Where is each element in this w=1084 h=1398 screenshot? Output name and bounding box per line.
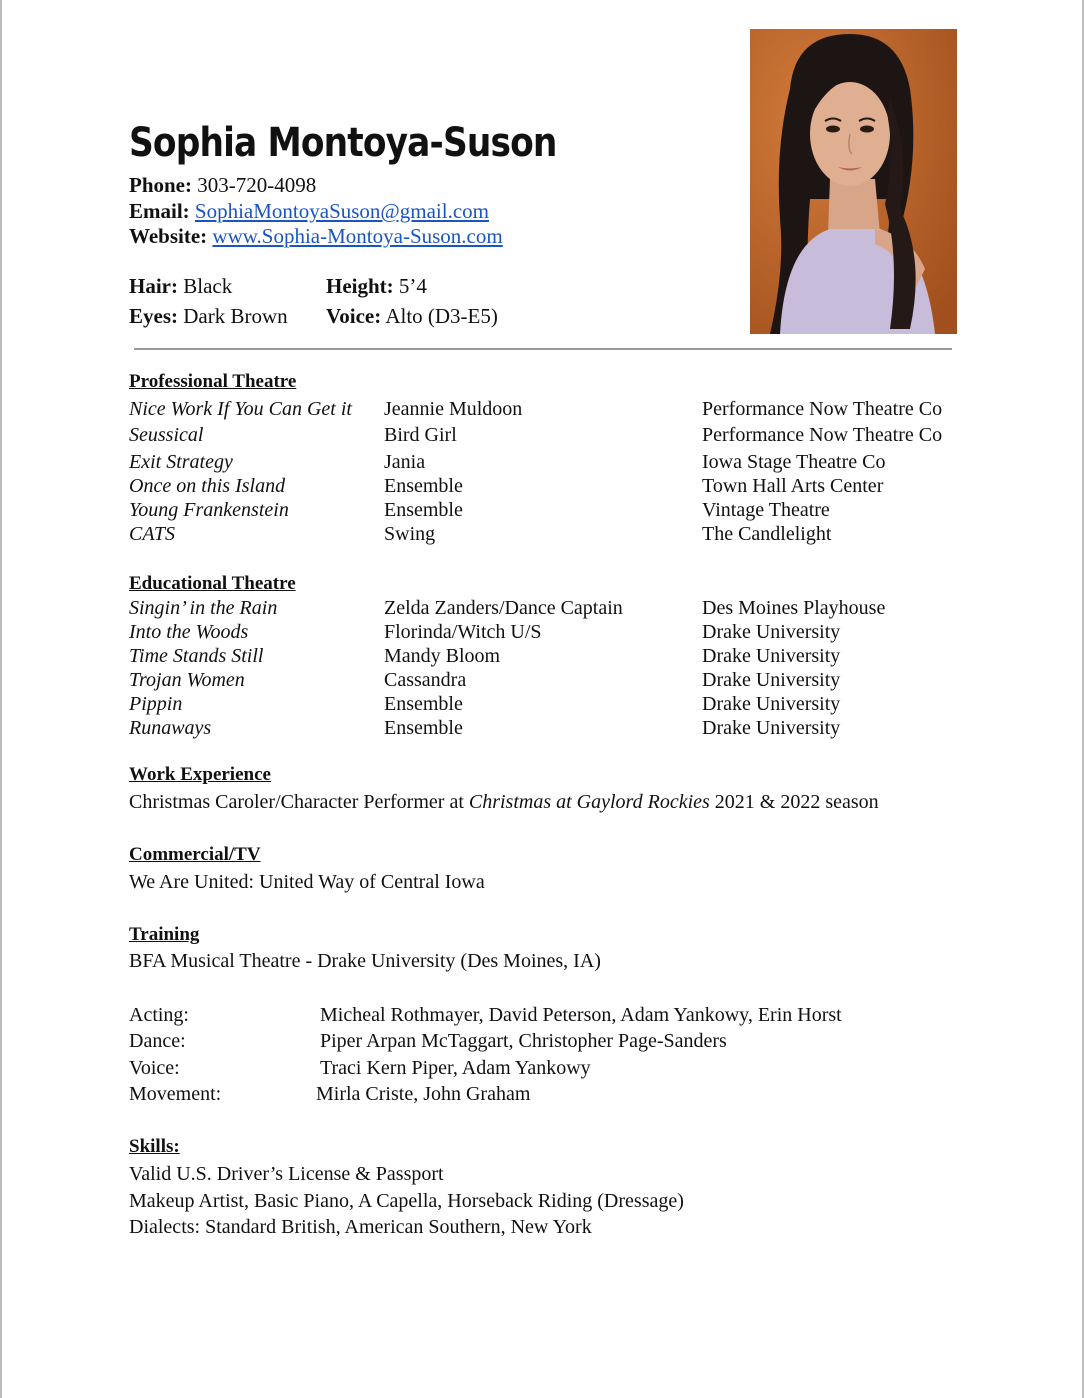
height-value: 5’4	[398, 274, 427, 298]
role-name: Ensemble	[384, 499, 463, 521]
work-prefix: Christmas Caroler/Character Performer at	[129, 791, 469, 813]
work-experience-line	[129, 791, 879, 814]
professional-credit-row	[0, 398, 1084, 422]
professional-credit-row	[0, 499, 1084, 523]
venue-name: Drake University	[702, 621, 841, 643]
headshot-illustration	[750, 29, 957, 334]
voice-attribute	[326, 304, 498, 329]
show-title: Young Frankenstein	[129, 499, 289, 521]
work-suffix: 2021 & 2022 season	[709, 791, 879, 813]
email-line	[129, 199, 489, 224]
skill-line: Dialects: Standard British, American Southern, New York	[129, 1216, 592, 1238]
training-label: Acting:	[129, 1004, 189, 1026]
professional-credit-row	[0, 523, 1084, 547]
show-title: Runaways	[129, 717, 212, 739]
training-teachers: Micheal Rothmayer, David Peterson, Adam Yankowy, Erin Horst	[320, 1004, 842, 1026]
hair-attribute	[129, 274, 232, 299]
email-label: Email:	[129, 199, 190, 223]
voice-label: Voice:	[326, 304, 382, 328]
show-title: Once on this Island	[129, 475, 286, 497]
training-teachers: Traci Kern Piper, Adam Yankowy	[320, 1057, 591, 1079]
role-name: Florinda/Witch U/S	[384, 621, 542, 643]
role-name: Bird Girl	[384, 424, 457, 446]
professional-credit-row	[0, 475, 1084, 499]
venue-name: Drake University	[702, 645, 841, 667]
show-title: CATS	[129, 523, 175, 545]
training-label: Dance:	[129, 1030, 186, 1052]
commercial-line: We Are United: United Way of Central Iowa	[129, 871, 485, 893]
voice-value: Alto (D3-E5)	[385, 304, 498, 328]
venue-name: Drake University	[702, 693, 841, 715]
show-title: Trojan Women	[129, 669, 245, 691]
role-name: Cassandra	[384, 669, 467, 691]
headshot-photo	[750, 29, 957, 334]
hair-label: Hair:	[129, 274, 178, 298]
venue-name: Iowa Stage Theatre Co	[702, 451, 886, 473]
role-name: Mandy Bloom	[384, 645, 501, 667]
training-teachers: Piper Arpan McTaggart, Christopher Page-Sanders	[320, 1030, 727, 1052]
training-teachers: Mirla Criste, John Graham	[316, 1083, 531, 1105]
skills-heading: Skills:	[129, 1136, 180, 1157]
training-label: Voice:	[129, 1057, 180, 1079]
venue-name: The Candlelight	[702, 523, 832, 545]
educational-credit-row	[0, 669, 1084, 693]
training-degree: BFA Musical Theatre - Drake University (Des Moines, IA)	[129, 950, 601, 972]
skill-line: Makeup Artist, Basic Piano, A Capella, Horseback Riding (Dressage)	[129, 1190, 684, 1212]
venue-name: Drake University	[702, 669, 841, 691]
role-name: Ensemble	[384, 717, 463, 739]
skill-line: Valid U.S. Driver’s License & Passport	[129, 1163, 444, 1185]
venue-name: Vintage Theatre	[702, 499, 830, 521]
show-title: Singin’ in the Rain	[129, 597, 278, 619]
email-link[interactable]: SophiaMontoyaSuson@gmail.com	[194, 199, 490, 223]
educational-theatre-heading: Educational Theatre	[129, 573, 296, 594]
educational-credit-row	[0, 717, 1084, 741]
venue-name: Drake University	[702, 717, 841, 739]
role-name: Ensemble	[384, 693, 463, 715]
actor-name: Sophia Montoya-Suson	[129, 120, 557, 166]
phone-value: 303-720-4098	[197, 173, 317, 197]
height-attribute	[326, 274, 427, 299]
educational-credit-row	[0, 597, 1084, 621]
work-venue-italic: Christmas at Gaylord Rockies	[468, 791, 710, 813]
role-name: Jeannie Muldoon	[384, 398, 523, 420]
work-experience-heading: Work Experience	[129, 764, 271, 785]
phone-line	[129, 173, 316, 198]
hair-value: Black	[183, 274, 233, 298]
website-label: Website:	[129, 224, 208, 248]
professional-theatre-heading: Professional Theatre	[129, 371, 297, 392]
role-name: Jania	[384, 451, 426, 473]
height-label: Height:	[326, 274, 394, 298]
role-name: Zelda Zanders/Dance Captain	[384, 597, 623, 619]
professional-credit-row	[0, 424, 1084, 448]
venue-name: Des Moines Playhouse	[702, 597, 886, 619]
venue-name: Town Hall Arts Center	[702, 475, 884, 497]
show-title: Pippin	[129, 693, 183, 715]
show-title: Nice Work If You Can Get it	[129, 398, 352, 420]
eyes-value: Dark Brown	[183, 304, 288, 328]
educational-credit-row	[0, 621, 1084, 645]
role-name: Swing	[384, 523, 436, 545]
website-line	[129, 224, 503, 249]
commercial-tv-heading: Commercial/TV	[129, 844, 261, 865]
website-link[interactable]: www.Sophia-Montoya-Suson.com	[212, 224, 503, 248]
show-title: Seussical	[129, 424, 204, 446]
header-divider	[134, 348, 952, 350]
show-title: Into the Woods	[129, 621, 249, 643]
show-title: Time Stands Still	[129, 645, 264, 667]
venue-name: Performance Now Theatre Co	[702, 398, 943, 420]
training-heading: Training	[129, 924, 200, 945]
educational-credit-row	[0, 693, 1084, 717]
professional-credit-row	[0, 451, 1084, 475]
eyes-attribute	[129, 304, 288, 329]
role-name: Ensemble	[384, 475, 463, 497]
educational-credit-row	[0, 645, 1084, 669]
eyes-label: Eyes:	[129, 304, 178, 328]
venue-name: Performance Now Theatre Co	[702, 424, 943, 446]
training-label: Movement:	[129, 1083, 222, 1105]
show-title: Exit Strategy	[129, 451, 233, 473]
phone-label: Phone:	[129, 173, 192, 197]
